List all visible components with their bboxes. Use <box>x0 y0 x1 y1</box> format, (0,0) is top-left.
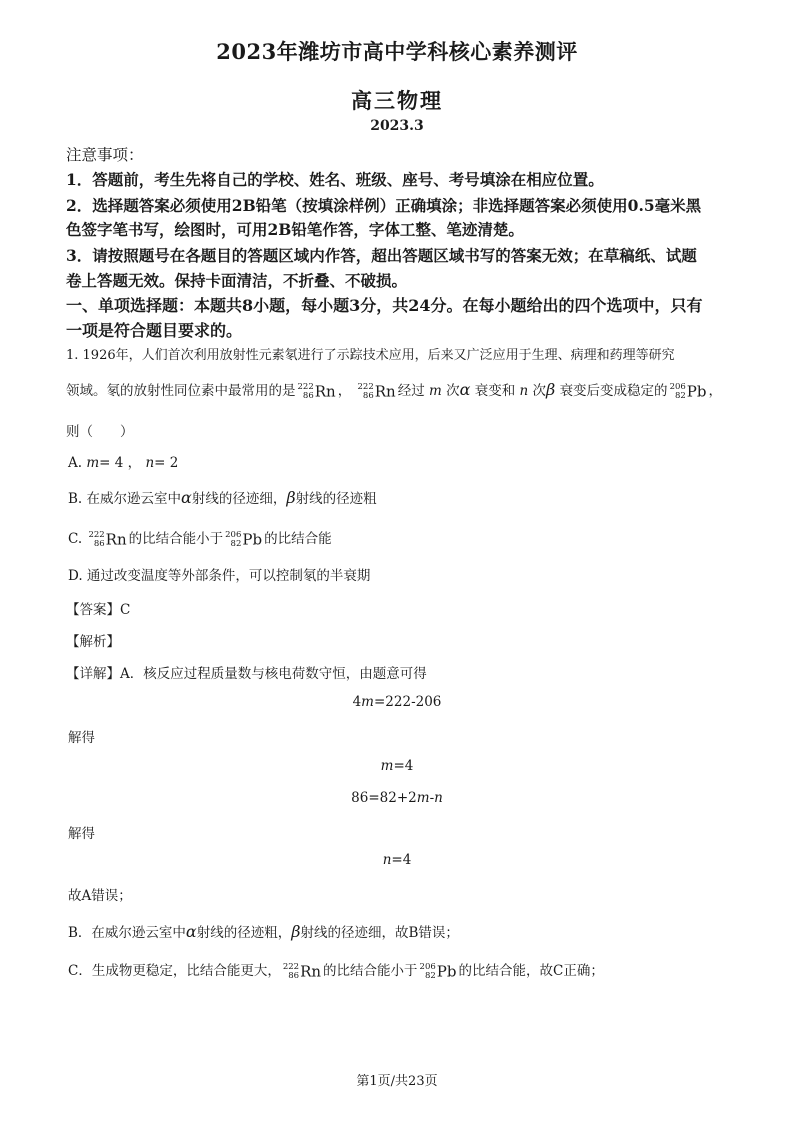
answer-label: 【答案】 <box>66 602 120 618</box>
stem-text-becomes: 衰变后变成稳定的 <box>559 383 668 399</box>
option-c-label: C. <box>68 531 83 547</box>
option-b-text-3: 射线的径迹粗 <box>295 491 377 507</box>
question-1-stem-line-3: 则（ ） <box>66 424 134 440</box>
option-a <box>68 451 738 475</box>
explain-c-text-1: C．生成物更稳定，比结合能更大， <box>68 963 281 979</box>
option-a-n: n <box>145 455 155 471</box>
option-b-text-2: 射线的径迹细， <box>191 491 287 507</box>
explain-c <box>68 959 738 984</box>
detail-label: 【详解】 <box>66 666 120 682</box>
equation-1-m: m <box>361 694 374 710</box>
explain-b-text-2: 射线的径迹粗， <box>196 925 292 941</box>
explain-c-text-3: 的比结合能，故C正确； <box>458 963 604 979</box>
variable-n: n <box>519 383 529 399</box>
equation-3-n: n <box>434 790 443 806</box>
exam-title: 2023年潍坊市高中学科核心素养测评 <box>216 39 578 64</box>
option-c-pb-charge: 82 <box>230 538 242 549</box>
option-c-text-2: 的比结合能 <box>264 531 332 547</box>
pb-nuclide <box>670 379 707 404</box>
notice-item-1: 1．答题前，考生先将自己的学校、姓名、班级、座号、考号填涂在相应位置。 <box>66 170 604 189</box>
equation-2 <box>0 758 794 774</box>
rn-mass-number-2: 222 <box>357 381 374 392</box>
stem-text-times-2: 次 <box>532 383 547 399</box>
option-d: D. 通过改变温度等外部条件，可以控制氡的半衰期 <box>68 568 371 584</box>
question-1-stem-line-2 <box>66 378 736 404</box>
rn-mass-number: 222 <box>297 381 314 392</box>
stem-text-decay-and: 衰变和 <box>474 383 516 399</box>
stem-text-times: 次 <box>446 383 460 399</box>
notice-item-3-line-2: 卷上答题无效。保持卡面清洁，不折叠、不破损。 <box>66 271 408 290</box>
rn-nuclide <box>298 379 336 404</box>
exam-subject: 高三物理 <box>351 88 443 113</box>
rn-atomic-number-2: 86 <box>362 390 374 401</box>
section-heading-line-2: 一项是符合题目要求的。 <box>66 321 243 340</box>
option-c-pb-symbol: Pb <box>242 530 263 549</box>
explain-b <box>68 920 738 945</box>
analysis-label: 【解析】 <box>66 634 120 650</box>
option-b-beta: β <box>286 488 296 507</box>
notice-item-3-line-1: 3．请按照题号在各题目的答题区域内作答，超出答题区域书写的答案无效；在草稿纸、试题 <box>66 246 697 265</box>
explain-c-rn-symbol: Rn <box>300 962 322 981</box>
explain-b-text-1: B．在威尔逊云室中 <box>68 925 186 941</box>
equation-3 <box>0 790 794 806</box>
answer-line <box>66 598 736 622</box>
pb-symbol: Pb <box>686 382 707 401</box>
explain-b-text-3: 射线的径迹细，故B错误； <box>300 925 459 941</box>
stem-text-via: 经过 <box>397 383 425 399</box>
equation-1-coefficient: 4 <box>352 694 362 710</box>
explain-c-pb-mass: 206 <box>419 961 436 972</box>
equation-4-rhs: =4 <box>391 852 412 868</box>
solve-label-1: 解得 <box>68 730 95 746</box>
beta-symbol: β <box>546 380 556 399</box>
option-c <box>68 527 738 552</box>
notice-item-2-line-2: 色签字笔书写，绘图时，可用2B铅笔作答，字体工整、笔迹清楚。 <box>66 220 524 239</box>
solve-label-2: 解得 <box>68 826 95 842</box>
explain-c-pb-charge: 82 <box>424 970 436 981</box>
explain-c-rn <box>283 959 321 984</box>
exam-date: 2023.3 <box>370 118 424 134</box>
page-number: 第1页/共23页 <box>356 1074 438 1089</box>
rn-symbol-2: Rn <box>374 382 396 401</box>
section-heading-line-1: 一、单项选择题：本题共8小题，每小题3分，共24分。在每小题给出的四个选项中，只有 <box>66 296 703 315</box>
option-b <box>68 486 738 511</box>
question-1-stem-line-1: 1. 1926年，人们首次利用放射性元素氡进行了示踪技术应用，后来又广泛应用于生理、病理和药理等研究 <box>66 348 675 363</box>
equation-3-minus: - <box>429 790 435 806</box>
equation-3-lhs: 86=82+2 <box>351 790 417 806</box>
notice-heading: 注意事项： <box>66 146 144 164</box>
stem-comma-2: ， <box>708 383 722 399</box>
option-a-m: m <box>86 455 100 471</box>
explain-b-beta: β <box>291 922 301 941</box>
answer-value: C <box>120 602 131 618</box>
option-c-pb <box>225 527 262 552</box>
detail-a-line <box>66 662 736 686</box>
option-a-end: = 2 <box>154 455 179 471</box>
option-a-mid: = 4 ， <box>99 455 142 471</box>
stem-comma: ， <box>337 383 352 399</box>
option-a-label: A. <box>68 455 83 471</box>
stem-text: 领域。氡的放射性同位素中最常用的是 <box>66 383 296 399</box>
explain-c-rn-mass: 222 <box>282 961 300 972</box>
equation-4 <box>0 852 794 868</box>
equation-3-m: m <box>416 790 430 806</box>
option-c-pb-mass: 206 <box>225 529 242 540</box>
explain-c-pb <box>420 959 457 984</box>
detail-a-text: A．核反应过程质量数与核电荷数守恒，由题意可得 <box>120 666 427 682</box>
notice-item-2-line-1: 2．选择题答案必须使用2B铅笔（按填涂样例）正确填涂；非选择题答案必须使用0.5毫米黑 <box>66 196 702 215</box>
equation-4-n: n <box>382 852 392 868</box>
option-b-text-1: B. 在威尔逊云室中 <box>68 491 182 507</box>
alpha-symbol: α <box>459 380 471 399</box>
equation-2-rhs: =4 <box>393 758 414 774</box>
conclusion-a: 故A错误； <box>68 888 132 904</box>
rn-symbol: Rn <box>314 382 336 401</box>
option-c-rn <box>88 527 126 552</box>
option-b-alpha: α <box>181 488 192 507</box>
explain-b-alpha: α <box>185 922 197 941</box>
explain-c-text-2: 的比结合能小于 <box>323 963 418 979</box>
equation-1-rhs: =222-206 <box>373 694 442 710</box>
rn-nuclide-2 <box>358 379 396 404</box>
equation-1 <box>0 694 794 710</box>
pb-mass-number: 206 <box>669 381 686 392</box>
pb-atomic-number: 82 <box>674 390 686 401</box>
option-c-rn-charge: 86 <box>93 538 105 549</box>
explain-c-rn-charge: 86 <box>288 970 300 981</box>
option-c-text-1: 的比结合能小于 <box>128 531 224 547</box>
equation-2-m: m <box>380 758 394 774</box>
option-c-rn-mass: 222 <box>88 529 105 540</box>
variable-m: m <box>429 383 442 399</box>
option-c-rn-symbol: Rn <box>105 530 127 549</box>
rn-atomic-number: 86 <box>302 390 314 401</box>
explain-c-pb-symbol: Pb <box>436 962 457 981</box>
